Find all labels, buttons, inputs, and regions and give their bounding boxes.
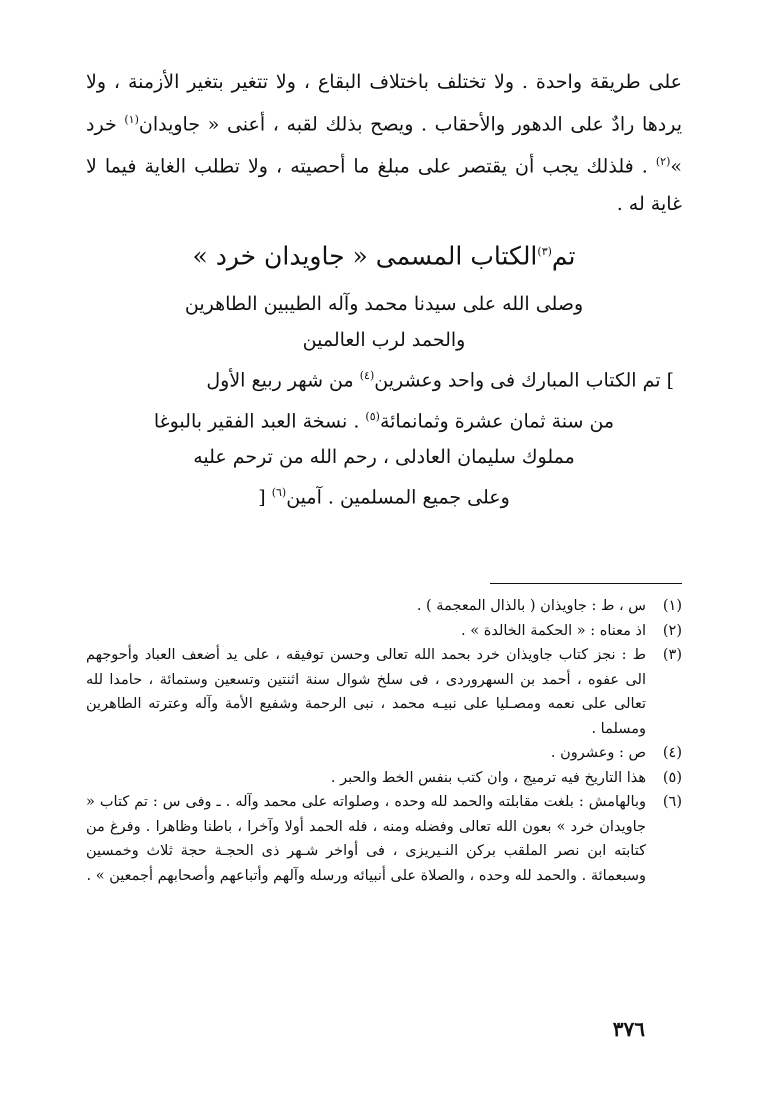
colophon-line-1: وصلى الله على سيدنا محمد وآله الطيبين الطاهرين — [184, 293, 584, 316]
colophon-line-2: والحمد لرب العالمين — [302, 329, 466, 352]
footnote-2 — [86, 619, 682, 644]
main-paragraph — [86, 64, 682, 223]
colophon-line-3 — [86, 358, 682, 398]
footnote-text: س ، ط : جاويذان ( بالذال المعجمة ) . — [416, 598, 646, 614]
footnote-number: (٥) — [662, 769, 682, 786]
footnote-text: ط : نجز كتاب جاويذان خرد بحمد الله تعالى وحسن توفيقه ، على يد أضعف العباد وأحوجهم الى عفوه ، أحمد بن السهروردى ، فى سلخ شوال سنة اثنتين وتسعين وستمائة ، حامدا لله تعالى على نعمه ومصـليا على نبيـه محمد ، نبى الرحمة وشفيع الأمة وآله وعترته الطاهرين ومسلما . — [86, 647, 646, 737]
footnote-text: هذا التاريخ فيه ترميج ، وان كتب بنفس الخط والحبر . — [330, 769, 646, 786]
footnote-number: (٤) — [662, 745, 682, 761]
footnote-number: (٦) — [662, 794, 682, 810]
footnote-number: (٣) — [662, 647, 682, 663]
footnote-4 — [86, 741, 682, 766]
footnote-number: (٢) — [662, 622, 682, 639]
footnote-text: اذ معناه : « الحكمة الخالدة » . — [461, 622, 646, 639]
paragraph-text — [86, 64, 682, 223]
footnote-ref-4: (٤) — [359, 369, 375, 383]
paragraph-start: على طريقة واحدة . ولا تختلف باختلاف البقاع ، ولا تتغير بتغير الأزمنة ، ولا يردها رادٌ على الدهور والأحقاب . ويصح بذلك لقبه ، أعنى « جاويدان — [86, 71, 682, 136]
colophon-title-pre: تم — [551, 241, 576, 271]
footnote-text: ص : وعشرون . — [550, 745, 646, 761]
footnote-text: وبالهامش : بلغت مقابلته والحمد لله وحده ، وصلواته على محمد وآله . ـ وفى س : تم كتاب « جاويدان خرد » بعون الله تعالى وفضله ومنه ، فله الحمد أولا وآخرا ، باطنا وظاهرا . وفرغ من كتابته ابن نصر الملقب بركن النـيريزى ، فى أواخر شـهر ذى الحجـة حجة ثلاث وخمسين وسبعمائة . والحمد لله وحده ، والصلاة على أنبيائه ورسله وآلهم وأتباعهم وأصحابهم أجمعين » . — [86, 794, 646, 884]
colophon-line-6-pre: وعلى جميع المسلمين . آمين — [286, 486, 510, 509]
colophon-line-4 — [86, 399, 682, 439]
footnote-ref-6: (٦) — [271, 485, 287, 499]
colophon — [86, 232, 682, 515]
colophon-line-6 — [86, 475, 682, 515]
colophon-title-post: الكتاب المسمى « جاويدان خرد » — [192, 241, 538, 271]
colophon-line-5: مملوك سليمان العادلى ، رحم الله من ترحم عليه — [193, 445, 575, 468]
colophon-line-6-post: [ — [258, 486, 266, 509]
footnote-divider — [490, 583, 682, 584]
colophon-title — [86, 232, 682, 276]
paragraph-end: . فلذلك يجب أن يقتصر على مبلغ ما أحصيته ، ولا تطلب الغاية فيما لا غاية له . — [86, 155, 682, 215]
footnote-6 — [86, 790, 682, 888]
footnote-3 — [86, 643, 682, 741]
colophon-line-3-post: من شهر ربيع الأول — [206, 369, 354, 392]
paragraph-middle: خرد » — [86, 113, 682, 178]
footnote-ref-2: (٢) — [655, 155, 671, 169]
footnote-ref-3: (٣) — [537, 245, 552, 258]
colophon-line-4-pre: من سنة ثمان عشرة وثمانمائة — [379, 409, 615, 432]
footnotes — [86, 594, 682, 888]
colophon-line-3-pre: ] تم الكتاب المبارك فى واحد وعشرين — [374, 369, 674, 392]
footnote-ref-5: (٥) — [365, 409, 380, 423]
page-number: ٣٧٦ — [612, 1017, 645, 1041]
footnote-ref-1: (١) — [124, 113, 139, 126]
colophon-line-4-post: . نسخة العبد الفقير بالبوغا — [153, 409, 360, 432]
footnote-5 — [86, 766, 682, 791]
footnote-1 — [86, 594, 682, 619]
footnote-number: (١) — [662, 598, 682, 614]
